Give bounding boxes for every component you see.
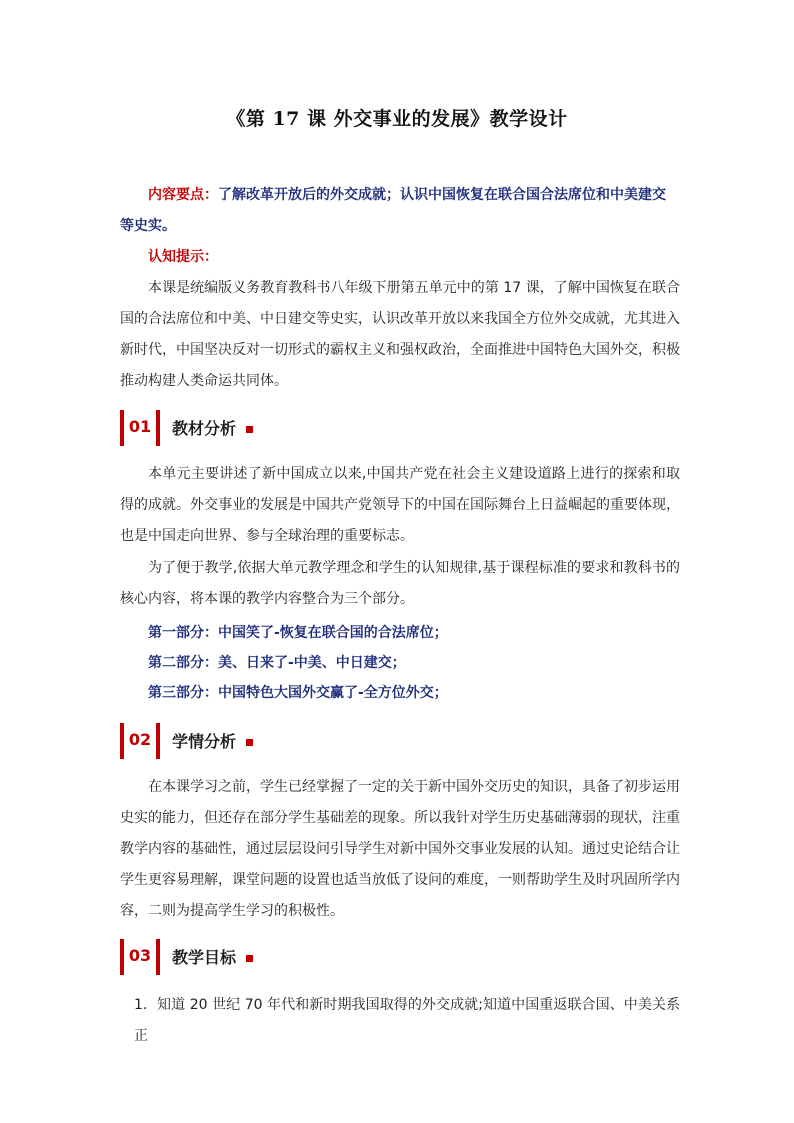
key-points: [120, 180, 680, 242]
section-header-materials: [120, 410, 300, 446]
key-points-text-cont: 等史实。: [120, 218, 176, 234]
goal-item-1: 1．知道 20 世纪 70 年代和新时期我国取得的外交成就;知道中国重返联合国、中美关系正: [134, 997, 680, 1044]
section-header-goals: [120, 939, 300, 975]
page-title: 《第 17 课 外交事业的发展》教学设计: [226, 108, 568, 130]
section-number: 02: [128, 730, 152, 749]
cognition-text: 本课是统编版义务教育教科书八年级下册第五单元中的第 17 课，了解中国恢复在联合国的合法席位和中美、中日建交等史实，认识改革开放以来我国全方位外交成就，尤其进入新时代，中国坚决反对一切形式的霸权主义和强权政治，全面推进中国特色大国外交，积极推动构建人类命运共同体。: [120, 280, 680, 389]
key-points-label: 内容要点：: [148, 187, 218, 203]
section-title: 学情分析: [172, 732, 237, 751]
square-bullet-icon: [246, 739, 253, 746]
learning-paragraph: 在本课学习之前，学生已经掌握了一定的关于新中国外交历史的知识，具备了初步运用史实的能力，但还存在部分学生基础差的现象。所以我针对学生历史基础薄弱的现状，注重教学内容的基础性，通过层层设问引导学生对新中国外交事业发展的认知。通过史论结合让学生更容易理解，课堂问题的设置也适当放低了设问的难度，一则帮助学生及时巩固所学内容，二则为提高学生学习的积极性。: [120, 779, 680, 919]
section-number: 01: [128, 417, 152, 436]
section-number: 03: [128, 946, 152, 965]
square-bullet-icon: [246, 955, 253, 962]
key-points-text: 了解改革开放后的外交成就；认识中国恢复在联合国合法席位和中美建交: [218, 187, 666, 203]
section-title: 教材分析: [172, 419, 237, 438]
section-header-learning: [120, 723, 300, 759]
cognition-label: 认知提示：: [148, 249, 218, 265]
section-title: 教学目标: [172, 948, 237, 967]
material-paragraph-1: 本单元主要讲述了新中国成立以来,中国共产党在社会主义建设道路上进行的探索和取得的成就。外交事业的发展是中国共产党领导下的中国在国际舞台上日益崛起的重要体现，也是中国走向世界、参与全球治理的重要标志。: [120, 466, 680, 544]
square-bullet-icon: [246, 426, 253, 433]
part-item-3: 第三部分：中国特色大国外交赢了-全方位外交；: [148, 685, 448, 701]
part-item-2: 第二部分：美、日来了-中美、中日建交；: [148, 655, 406, 671]
part-item-1: 第一部分：中国笑了-恢复在联合国的合法席位；: [148, 625, 448, 641]
material-paragraph-2: 为了便于教学,依据大单元教学理念和学生的认知规律,基于课程标准的要求和教科书的核心内容，将本课的教学内容整合为三个部分。: [120, 560, 680, 607]
